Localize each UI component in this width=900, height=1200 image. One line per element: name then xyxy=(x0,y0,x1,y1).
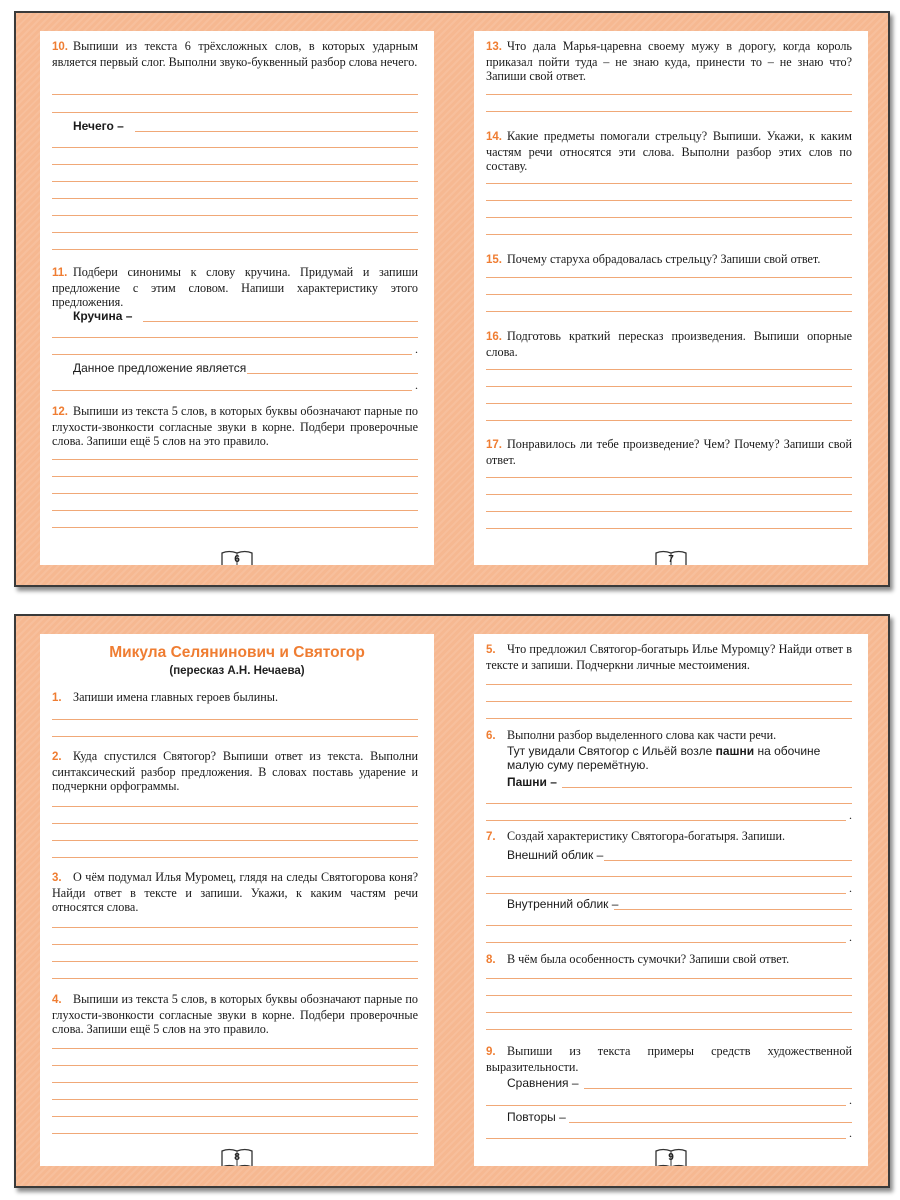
answer-line[interactable] xyxy=(135,131,418,132)
question-text: О чём подумал Илья Муромец, глядя на следы Святогорова коня? Найди ответ в тексте и запиши. Укажи, к каким частям речи относятся слова. xyxy=(52,870,418,915)
answer-line[interactable] xyxy=(614,909,852,910)
question-number: 12. xyxy=(52,406,68,418)
chapter-title: Микула Селянинович и Святогор xyxy=(109,644,365,661)
workbook-spread-top xyxy=(14,11,890,587)
answer-line[interactable] xyxy=(486,420,852,421)
answer-line[interactable] xyxy=(486,942,846,943)
answer-line[interactable] xyxy=(52,944,418,945)
answer-line[interactable] xyxy=(486,1105,846,1106)
answer-line[interactable] xyxy=(486,893,846,894)
answer-line[interactable] xyxy=(52,806,418,807)
question-number: 2. xyxy=(52,751,62,763)
question-text: Что предложил Святогор-богатырь Илье Муромцу? Найди ответ в тексте и запиши. Подчеркни личные местоимения. xyxy=(486,642,852,672)
page-number-badge xyxy=(220,1146,254,1166)
answer-line[interactable] xyxy=(52,476,418,477)
question-10 xyxy=(52,39,418,69)
question-text: Выпиши из текста 5 слов, в которых буквы обозначают парные по глухости-звонкости согласные звуки в корне. Подбери проверочные слова. Запиши ещё 5 слов на это правило. xyxy=(52,992,418,1037)
answer-line[interactable] xyxy=(52,232,418,233)
page-number-badge xyxy=(654,1146,688,1166)
question-text: Почему старуха обрадовалась стрельцу? Запиши свой ответ. xyxy=(507,252,821,266)
question-number: 10. xyxy=(52,41,68,53)
answer-line[interactable] xyxy=(486,369,852,370)
question-number: 11. xyxy=(52,267,68,279)
answer-line[interactable] xyxy=(52,1099,418,1100)
question-number: 13. xyxy=(486,41,502,53)
answer-line[interactable] xyxy=(52,961,418,962)
answer-line[interactable] xyxy=(486,528,852,529)
question-text: Выпиши из текста 5 слов, в которых буквы обозначают парные по глухости-звонкости согласные звуки в корне. Подбери проверочные слова. Запиши ещё 5 слов на это правило. xyxy=(52,404,418,449)
question-text: Создай характеристику Святогора-богатыря. Запиши. xyxy=(507,829,786,843)
answer-line[interactable] xyxy=(486,876,852,877)
question-6 xyxy=(486,728,852,744)
question-text: Выполни разбор выделенного слова как части речи. xyxy=(507,728,777,742)
answer-line[interactable] xyxy=(52,181,418,182)
question-text: В чём была особенность сумочки? Запиши свой ответ. xyxy=(507,952,790,966)
field-label-pashni: Пашни – xyxy=(507,775,557,789)
question-number: 16. xyxy=(486,331,502,343)
answer-line[interactable] xyxy=(486,978,852,979)
answer-line[interactable] xyxy=(52,527,418,528)
question-12 xyxy=(52,404,418,449)
answer-line[interactable] xyxy=(486,94,852,95)
page-number: 9 xyxy=(668,1152,674,1163)
answer-line[interactable] xyxy=(52,719,418,720)
field-label-inner: Внутренний облик – xyxy=(507,897,619,911)
answer-line[interactable] xyxy=(52,354,412,355)
field-label-comparisons: Сравнения – xyxy=(507,1076,579,1090)
answer-line[interactable] xyxy=(486,494,852,495)
answer-line[interactable] xyxy=(486,277,852,278)
answer-line[interactable] xyxy=(52,510,418,511)
question-11 xyxy=(52,265,418,310)
answer-line[interactable] xyxy=(52,1065,418,1066)
question-number: 8. xyxy=(486,954,496,966)
question-13 xyxy=(486,39,852,84)
question-text: Выпиши из текста примеры средств художественной выразительности. xyxy=(486,1044,852,1074)
answer-line[interactable] xyxy=(52,337,418,338)
answer-line[interactable] xyxy=(52,390,412,391)
field-label-kruchina: Кручина – xyxy=(73,309,133,323)
page-number: 6 xyxy=(234,554,240,565)
answer-line[interactable] xyxy=(52,249,418,250)
question-number: 4. xyxy=(52,994,62,1006)
answer-line[interactable] xyxy=(52,1133,418,1134)
page-9: 5. Что предложил Святогор-богатырь Илье Муромцу? Найди ответ в тексте и запиши. Подчеркни личные местоимения. 6. Выполни разбор выделенного слова как части речи. Тут увидали Святогор с Ильёй возле пашни на обочине малую суму перемётную. Пашни – . 7. Создай характеристику Святогора-богатыря. Запиши. Внешний облик – . Внутренний облик – . 8. В чём была особенность сумочки? Запиши свой ответ. 9. Выпиши из текста примеры средств художественной выразительности. Сравнения – . Повторы – . 9 xyxy=(474,634,868,1166)
answer-line[interactable] xyxy=(486,217,852,218)
answer-line[interactable] xyxy=(52,215,418,216)
answer-line[interactable] xyxy=(604,860,852,861)
answer-line[interactable] xyxy=(486,111,852,112)
answer-line[interactable] xyxy=(486,684,852,685)
question-text: Подбери синонимы к слову кручина. Придумай и запиши предложение с этим словом. Напиши характеристику этого предложения. xyxy=(52,265,418,310)
question-number: 3. xyxy=(52,872,62,884)
question-text: Куда спустился Святогор? Выпиши ответ из текста. Выполни синтаксический разбор предложения. В словах поставь ударение и подчеркни орфограммы. xyxy=(52,749,418,794)
answer-line[interactable] xyxy=(486,511,852,512)
text-excerpt: Тут увидали Святогор с Ильёй возле пашни на обочине малую суму перемётную. xyxy=(507,744,821,772)
question-number: 17. xyxy=(486,439,502,451)
page-number-badge xyxy=(654,548,688,565)
answer-line[interactable] xyxy=(52,94,418,95)
question-3 xyxy=(52,870,418,915)
answer-line[interactable] xyxy=(486,701,852,702)
answer-line[interactable] xyxy=(143,321,418,322)
answer-line[interactable] xyxy=(486,925,852,926)
question-number: 6. xyxy=(486,730,496,742)
answer-line[interactable] xyxy=(52,1048,418,1049)
question-number: 1. xyxy=(52,692,62,704)
question-text: Выпиши из текста 6 трёхсложных слов, в которых ударным является первый слог. Выполни звуко-буквенный разбор слова нечего. xyxy=(52,39,418,69)
answer-line[interactable] xyxy=(486,200,852,201)
question-14 xyxy=(486,129,852,174)
page-8 xyxy=(40,634,434,1166)
question-text: Какие предметы помогали стрельцу? Выпиши. Укажи, к каким частям речи относятся эти слова. Выполни разбор этих слов по составу. xyxy=(486,129,852,174)
answer-line[interactable] xyxy=(486,234,852,235)
question-number: 5. xyxy=(486,644,496,656)
page-7 xyxy=(474,31,868,565)
question-text: Что дала Марья-царевна своему мужу в дорогу, когда король приказал пойти туда – не знаю куда, принести то – не знаю что? Запиши свой ответ. xyxy=(486,39,852,84)
answer-line[interactable] xyxy=(52,736,418,737)
answer-line[interactable] xyxy=(562,787,852,788)
answer-line[interactable] xyxy=(52,164,418,165)
answer-line[interactable] xyxy=(584,1088,852,1089)
page-number-badge xyxy=(220,548,254,565)
answer-line[interactable] xyxy=(52,112,418,113)
question-1 xyxy=(52,690,418,706)
answer-line[interactable] xyxy=(52,840,418,841)
question-16 xyxy=(486,329,852,359)
question-7 xyxy=(486,829,852,845)
answer-line[interactable] xyxy=(569,1122,852,1123)
answer-line[interactable] xyxy=(486,1138,846,1139)
question-2 xyxy=(52,749,418,794)
field-label-repeats: Повторы – xyxy=(507,1110,566,1124)
question-8 xyxy=(486,952,852,968)
answer-line[interactable] xyxy=(52,493,418,494)
answer-line[interactable] xyxy=(486,403,852,404)
answer-line[interactable] xyxy=(52,857,418,858)
answer-line[interactable] xyxy=(486,995,852,996)
question-text: Подготовь краткий пересказ произведения. Выпиши опорные слова. xyxy=(486,329,852,359)
answer-line[interactable] xyxy=(486,1012,852,1013)
answer-line[interactable] xyxy=(486,803,852,804)
question-17 xyxy=(486,437,852,467)
answer-line[interactable] xyxy=(52,823,418,824)
chapter-subtitle: (пересказ А.Н. Нечаева) xyxy=(169,665,305,677)
answer-line[interactable] xyxy=(486,311,852,312)
answer-line[interactable] xyxy=(486,1029,852,1030)
workbook-spread-bottom xyxy=(14,614,890,1188)
answer-line[interactable] xyxy=(52,198,418,199)
question-number: 14. xyxy=(486,131,502,143)
page-number: 8 xyxy=(234,1152,240,1163)
question-15 xyxy=(486,252,852,268)
answer-line[interactable] xyxy=(486,294,852,295)
question-text: Запиши имена главных героев былины. xyxy=(73,690,278,704)
answer-line[interactable] xyxy=(486,386,852,387)
answer-line[interactable] xyxy=(486,820,846,821)
answer-line[interactable] xyxy=(52,927,418,928)
question-5 xyxy=(486,642,852,672)
answer-line[interactable] xyxy=(247,373,418,374)
question-number: 9. xyxy=(486,1046,496,1058)
field-label-outer: Внешний облик – xyxy=(507,848,604,862)
answer-line[interactable] xyxy=(52,1082,418,1083)
answer-line[interactable] xyxy=(486,183,852,184)
answer-line[interactable] xyxy=(486,718,852,719)
page-number: 7 xyxy=(668,554,674,565)
question-4 xyxy=(52,992,418,1037)
question-text: Понравилось ли тебе произведение? Чем? Почему? Запиши свой ответ. xyxy=(486,437,852,467)
answer-line[interactable] xyxy=(52,978,418,979)
question-number: 15. xyxy=(486,254,502,266)
question-9 xyxy=(486,1044,852,1074)
answer-line[interactable] xyxy=(486,477,852,478)
page-6: 10. Выпиши из текста 6 трёхсложных слов, в которых ударным является первый слог. Выполни звуко-буквенный разбор слова нечего. Нечего – 11. Подбери синонимы к слову кручина. Придумай и запиши предложение с этим словом. Напиши характеристику этого предложения. Кручина – . Данное предложение является . 12. Выпиши из текста 5 слов, в которых буквы обозначают парные по глухости-звонкости согласные звуки в корне. Подбери проверочные слова. Запиши ещё 5 слов на это правило. 6 xyxy=(40,31,434,565)
answer-line[interactable] xyxy=(52,147,418,148)
highlighted-word: пашни xyxy=(715,744,755,758)
answer-line[interactable] xyxy=(52,459,418,460)
field-label-nechego: Нечего – xyxy=(73,119,124,133)
question-number: 7. xyxy=(486,831,496,843)
field-label-sentence: Данное предложение является xyxy=(73,361,247,375)
answer-line[interactable] xyxy=(52,1116,418,1117)
